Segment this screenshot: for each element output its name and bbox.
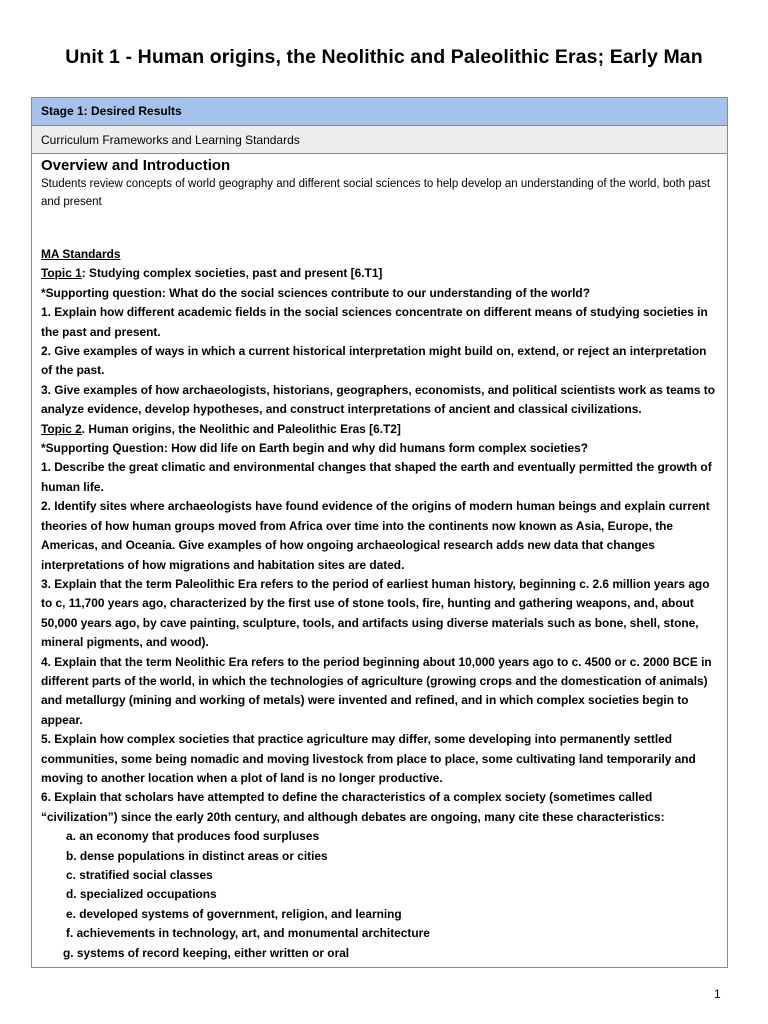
characteristic-item: b. dense populations in distinct areas or cities [66,848,328,863]
topic-1-label: Topic 1 [41,266,82,281]
topic-2-item: 2. Identify sites where archaeologists have found evidence of the origins of modern human beings and explain current theories of how human groups moved from Africa over time into the continents now known as Asia, Europe, the Americas, and Oceania. Give examples of how ongoing archaeological research adds new data that changes interpretations of how migrations and habitation sites are dated. [41,499,710,572]
topic-1-question: *Supporting question: What do the social sciences contribute to our understanding of the world? [41,285,590,300]
desired-results-table [31,97,728,968]
characteristic-item: e. developed systems of government, religion, and learning [66,906,402,921]
topic-1-item: 2. Give examples of ways in which a current historical interpretation might build on, extend, or reject an interpretation of the past. [41,344,707,378]
topic-2-line [41,420,719,439]
topic-1-title: : Studying complex societies, past and present [6.T1] [81,266,383,281]
topic-1-line [41,264,719,283]
topic-2-title: . Human origins, the Neolithic and Paleolithic Eras [6.T2] [81,421,401,436]
page-number: 1 [714,987,721,1001]
overview-heading: Overview and Introduction [41,157,231,174]
topic-2-question: *Supporting Question: How did life on Earth begin and why did humans form complex societies? [41,441,589,456]
characteristic-item: d. specialized occupations [66,887,217,902]
topic-2-item: 1. Describe the great climatic and environmental changes that shaped the earth and eventually permitted the growth of human life. [41,460,712,494]
topic-1-item: 3. Give examples of how archaeologists, historians, geographers, economists, and political scientists work as teams to analyze evidence, develop hypotheses, and construct interpretations of ancient and classical civilizations. [41,382,716,417]
characteristic-item: f. achievements in technology, art, and monumental architecture [66,926,430,941]
characteristic-item: g. systems of record keeping, either written or oral [63,945,350,960]
topic-2-item: 3. Explain that the term Paleolithic Era refers to the period of earliest human history, beginning c. 2.6 million years ago to c, 11,700 years ago, characterized by the first use of stone tools, fire, hunting and gathering weapons, and, about 50,000 years ago, by cave painting, sculpture, tools, and artifacts using diverse materials such as bone, shell, stone, mineral pigments, and wood). [41,576,710,650]
content-cell [32,154,727,967]
topic-1-item: 1. Explain how different academic fields in the social sciences concentrate on different means of studying societies in the past and present. [41,305,708,339]
stage-header-row: Stage 1: Desired Results [32,98,727,126]
topic-2-item: 5. Explain how complex societies that practice agriculture may differ, some developing into permanently settled communities, some being nomadic and moving livestock from place to place, some cultivating land temporarily and moving to another location when a plot of land is no longer productive. [41,732,696,785]
topic-2-item: 6. Explain that scholars have attempted to define the characteristics of a complex society (sometimes called “civilization”) since the early 20th century, and although debates are ongoing, many cite these characteristics: [41,790,665,824]
ma-standards-heading: MA Standards [41,247,121,261]
topic-2-label: Topic 2 [41,421,82,436]
overview-text: Students review concepts of world geography and different social sciences to help develop an understanding of the world, both past and present [41,178,711,208]
standards-section [41,245,719,963]
topic-2-item: 4. Explain that the term Neolithic Era refers to the period beginning about 10,000 years ago to c. 4500 or c. 2000 BCE in different parts of the world, in which the technologies of agriculture (growing crops and the domestication of animals) and metallurgy (mining and working of metals) were invented and refined, and in which complex societies begin to appear. [41,654,712,727]
characteristic-item: c. stratified social classes [66,868,213,882]
frameworks-row: Curriculum Frameworks and Learning Standards [32,126,727,154]
characteristic-item: a. an economy that produces food surpluses [66,829,320,844]
document-title: Unit 1 - Human origins, the Neolithic and Paleolithic Eras; Early Man [65,46,703,68]
